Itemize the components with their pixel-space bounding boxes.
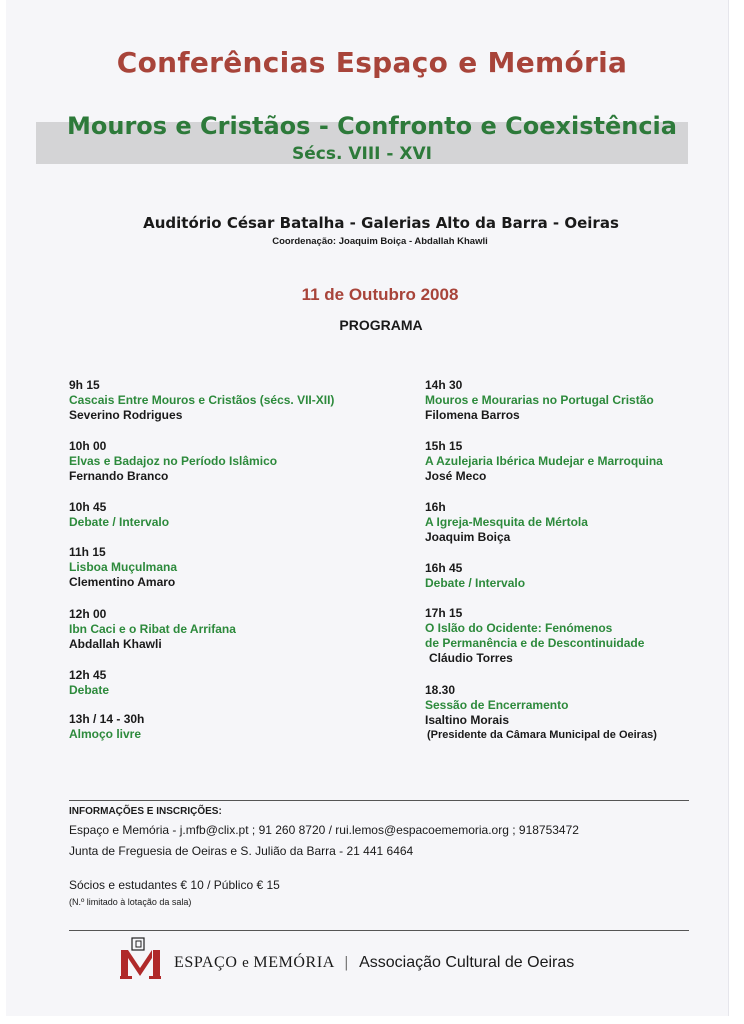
schedule-item (69, 545, 399, 607)
conference-subtitle: Mouros e Cristãos - Confronto e Coexistência (67, 112, 677, 140)
schedule-item (69, 668, 399, 712)
slot-talk: Almoço livre (69, 727, 142, 741)
slot-time: 13h / 14 - 30h (69, 712, 145, 726)
espaco-memoria-logo-icon (120, 936, 164, 980)
schedule-right-column (425, 378, 725, 743)
slot-time: 9h 15 (69, 378, 100, 392)
slot-time: 18.30 (425, 683, 456, 697)
slot-time: 14h 30 (425, 378, 463, 392)
speaker-role-note: (Presidente da Câmara Municipal de Oeiras) (427, 729, 657, 741)
slot-time: 10h 00 (69, 439, 107, 453)
slot-talk: Sessão de Encerramento (425, 698, 569, 712)
conference-title: Conferências Espaço e Memória (116, 46, 628, 79)
schedule-item (69, 712, 399, 742)
schedule-item (425, 439, 725, 500)
brand-word-memoria: MEMÓRIA (253, 954, 335, 971)
schedule-item (425, 683, 725, 743)
slot-talk: Debate / Intervalo (69, 515, 170, 529)
slot-talk: O Islão do Ocidente: Fenómenos (425, 621, 613, 635)
footer-branding (120, 936, 680, 980)
slot-talk: Debate / Intervalo (425, 576, 526, 590)
capacity-note: (N.º limitado à lotação da sala) (69, 897, 192, 907)
schedule-left-column (69, 378, 399, 742)
slot-talk: Mouros e Mourarias no Portugal Cristão (425, 393, 654, 407)
slot-speaker: Fernando Branco (69, 469, 169, 483)
info-heading: INFORMAÇÕES E INSCRIÇÕES: (69, 806, 222, 817)
slot-talk: Lisboa Muçulmana (69, 560, 178, 574)
schedule-item (425, 378, 725, 439)
slot-talk: Elvas e Badajoz no Período Islâmico (69, 454, 278, 468)
brand-word-espaco: ESPAÇO (174, 954, 238, 971)
contact-line-1: Espaço e Memória - j.mfb@clix.pt ; 91 260 8720 / rui.lemos@espacoememoria.org ; 918753472 (69, 823, 579, 837)
slot-speaker: José Meco (425, 469, 487, 483)
slot-time: 12h 45 (69, 668, 107, 682)
slot-talk: Cascais Entre Mouros e Cristãos (sécs. VII-XII) (69, 393, 335, 407)
event-date: 11 de Outubro 2008 (301, 285, 459, 304)
slot-time: 15h 15 (425, 439, 463, 453)
slot-talk: Ibn Caci e o Ribat de Arrifana (69, 622, 236, 636)
schedule-item (425, 606, 725, 683)
slot-speaker: Filomena Barros (425, 408, 520, 422)
brand-separator: | (344, 954, 349, 971)
slot-talk-continuation: de Permanência e de Descontinuidade (425, 636, 645, 650)
association-name: Associação Cultural de Oeiras (359, 954, 575, 971)
slot-time: 16h 45 (425, 561, 463, 575)
schedule-item (425, 500, 725, 561)
slot-talk: A Azulejaria Ibérica Mudejar e Marroquina (425, 454, 663, 468)
info-divider-bottom (69, 930, 689, 931)
slot-speaker: Clementino Amaro (69, 575, 176, 589)
brand-word-e: e (242, 955, 249, 971)
slot-speaker: Abdallah Khawli (69, 637, 162, 651)
centuries-label: Sécs. VIII - XVI (292, 144, 432, 164)
slot-talk: A Igreja-Mesquita de Mértola (425, 515, 588, 529)
info-section (69, 806, 709, 907)
slot-time: 17h 15 (425, 606, 463, 620)
info-divider-top (69, 800, 689, 801)
slot-time: 16h (425, 500, 446, 514)
slot-time: 10h 45 (69, 500, 107, 514)
schedule-item (69, 607, 399, 668)
programme-heading: PROGRAMA (339, 317, 423, 333)
coordination-line: Coordenação: Joaquim Boiça - Abdallah Khawli (272, 236, 488, 247)
schedule-item (69, 439, 399, 500)
contact-line-2: Junta de Freguesia de Oeiras e S. Julião da Barra - 21 441 6464 (69, 844, 414, 858)
slot-talk: Debate (69, 683, 110, 697)
schedule-item (69, 500, 399, 545)
slot-speaker: Cláudio Torres (429, 651, 513, 665)
schedule-item (69, 378, 399, 439)
slot-speaker: Isaltino Morais (425, 713, 510, 727)
price-line: Sócios e estudantes € 10 / Público € 15 (69, 878, 280, 892)
brand-line (174, 954, 574, 972)
slot-time: 11h 15 (69, 545, 106, 559)
schedule-item (425, 561, 725, 606)
slot-time: 12h 00 (69, 607, 107, 621)
slot-speaker: Severino Rodrigues (69, 408, 183, 422)
slot-speaker: Joaquim Boiça (425, 530, 511, 544)
venue-line: Auditório César Batalha - Galerias Alto da Barra - Oeiras (143, 214, 619, 232)
